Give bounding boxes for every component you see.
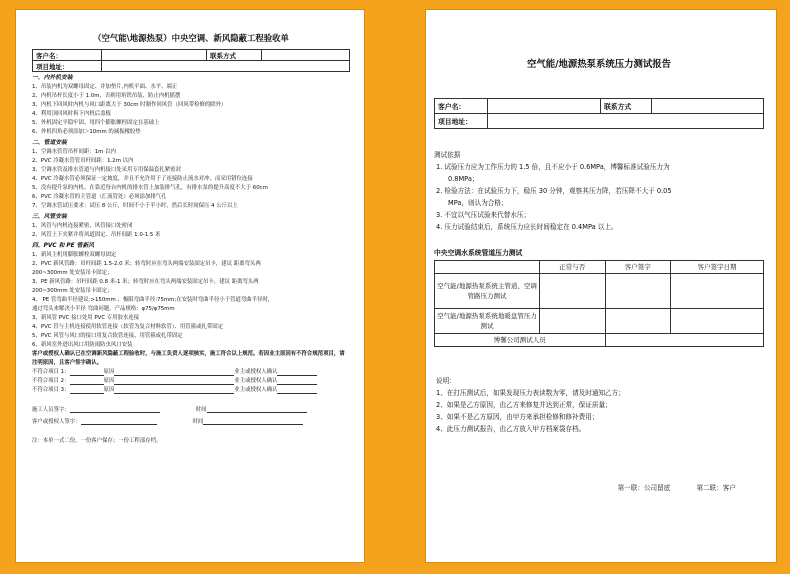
list-item: 7、空调水管试压要求：试压 8 公斤，时间不小于半小时，然后长时间保压 4 公斤以上 bbox=[32, 203, 238, 209]
note-item: 2、如果是乙方原因，由乙方来修复并达到正常，保证质量； bbox=[436, 401, 612, 409]
col-header: 客户签字 bbox=[605, 261, 671, 274]
tester-label: 博馨公司测试人员 bbox=[435, 334, 606, 347]
copy-label-company: 第一联：公司留底 bbox=[617, 484, 671, 492]
list-item: 2、PVC 新风管路：吊杆间距 1.5-2.0 米；转弯时应在弯头两端安装固定吊卡，建议 距离弯头两 bbox=[32, 261, 261, 267]
list-item: 1、风管与内机连接紧密、风管接口处密闭 bbox=[32, 223, 133, 229]
table-cell[interactable] bbox=[605, 274, 671, 309]
owner-confirm-field[interactable] bbox=[277, 386, 317, 394]
list-item: 5、外机固定平稳牢固、用四个膨胀螺栓固定在基础上 bbox=[32, 120, 160, 126]
noncompliance-label: 不符合项目 2： bbox=[32, 378, 70, 384]
list-item: 3、空调水管及排水管道与内机接口处采用专用保温套扎紧密封 bbox=[32, 167, 181, 173]
reason-field[interactable] bbox=[114, 386, 234, 394]
acceptance-form-page bbox=[16, 10, 364, 562]
noncompliance-field[interactable] bbox=[70, 377, 104, 385]
list-item: 4、PVC 管与主机连接使用软管连接（软管为复合材料软管）、用管箍或扎带固定 bbox=[32, 324, 224, 330]
time-field[interactable] bbox=[207, 405, 307, 413]
reason-label: 原因 bbox=[103, 387, 115, 393]
contact-field[interactable] bbox=[262, 50, 350, 61]
list-item: 1、吊装内机为双螺母固定、并加垫片,内机平面、水平、端正 bbox=[32, 84, 178, 90]
basis-item: 4. 压力试验结束后，系统压力应长时间稳定在 0.4MPa 以上。 bbox=[436, 223, 618, 231]
list-item: 2、内机吊杆长度小于 1.0m，否则用角铁吊装、防止内机摇摆 bbox=[32, 93, 181, 99]
pressure-test-report-page bbox=[426, 10, 776, 562]
list-item: 3、新风管 PVC 接口处用 PVC 专用胶水连接 bbox=[32, 315, 140, 321]
table-cell[interactable] bbox=[605, 309, 671, 334]
time-label: 时间 bbox=[195, 407, 207, 413]
copy-labels bbox=[594, 482, 736, 492]
section-heading: 一、内外机安装 bbox=[32, 75, 73, 81]
list-item: 3、内机下回风时内机与风口距离大于 30cm 时制作回风管（回风带检修的除外） bbox=[32, 102, 227, 108]
customer-signature-row bbox=[32, 417, 350, 427]
customer-signature-label: 客户或授权人签字： bbox=[32, 419, 81, 425]
col-header: 客户签字日期 bbox=[671, 261, 764, 274]
pressure-test-table bbox=[434, 260, 764, 347]
list-item: 200~300mm 处安装吊卡固定； bbox=[32, 288, 113, 294]
col-header: 正常与否 bbox=[540, 261, 606, 274]
list-item: 5、PVC 风管与风口的接口用复合软管连接、用管箍或扎带固定 bbox=[32, 333, 183, 339]
list-item: 200~300mm 处安装吊卡固定； bbox=[32, 270, 113, 276]
customer-field[interactable] bbox=[488, 99, 601, 114]
noncompliance-row bbox=[32, 386, 350, 395]
table-cell[interactable] bbox=[671, 309, 764, 334]
basis-item: 0.8MPa； bbox=[448, 175, 479, 183]
customer-signature-field[interactable] bbox=[81, 417, 157, 425]
owner-confirm-field[interactable] bbox=[277, 368, 317, 376]
section-heading: 三、风管安装 bbox=[32, 214, 67, 220]
owner-confirm-label: 业主或授权人确认 bbox=[234, 378, 278, 384]
time-label: 时间 bbox=[192, 419, 204, 425]
customer-label: 客户名： bbox=[33, 50, 102, 61]
test-basis-heading: 测试依据 bbox=[434, 151, 461, 159]
list-item: 4、 PE 管弯曲半径建议:>150mm 、极限弯曲半径:75mm;在安装时弯曲半径小于管道弯曲半径时, bbox=[32, 297, 270, 303]
address-field[interactable] bbox=[102, 61, 350, 72]
table-cell[interactable] bbox=[671, 274, 764, 309]
notes-heading: 说明： bbox=[436, 377, 456, 385]
customer-info-table bbox=[32, 49, 350, 72]
section-heading: 四、PVC 和 PE 管新风 bbox=[32, 243, 95, 249]
contact-label: 联系方式 bbox=[601, 99, 652, 114]
time-field[interactable] bbox=[203, 417, 303, 425]
contact-label: 联系方式 bbox=[207, 50, 262, 61]
installer-signature-row bbox=[32, 405, 350, 415]
basis-item: 2. 检验方法：在试验压力下，稳压 30 分钟，观察其压力降，若压降不大于 0.05 bbox=[436, 187, 672, 195]
basis-item: 3. 不宜以气压试验来代替水压； bbox=[436, 211, 531, 219]
basis-item: 1. 试验压力应为工作压力的 1.5 倍，且不应小于 0.6MPa，博馨标准试验压力为 bbox=[436, 163, 670, 171]
list-item: 4、PVC 冷凝水管必须保证一定坡度，并且不允许用于了连接防止流水对冲、而采用错位连接 bbox=[32, 176, 253, 182]
tester-field[interactable] bbox=[605, 334, 764, 347]
note-item: 3、如果不是乙方原因，由甲方来承担检修和修补费用； bbox=[436, 413, 599, 421]
noncompliance-label: 不符合项目 1： bbox=[32, 369, 70, 375]
customer-label: 客户名： bbox=[435, 99, 488, 114]
list-item: 4、利用顶回风时拆下内机后盖板 bbox=[32, 111, 111, 117]
list-item: 2、风管上下夹紧并将风道固定、吊杆间距 1.0-1.5 米 bbox=[32, 232, 161, 238]
address-label: 项目地址： bbox=[435, 114, 488, 129]
section-heading: 二、管道安装 bbox=[32, 140, 67, 146]
list-item: 1、空调水管管吊杆间距：1m 以内 bbox=[32, 149, 116, 155]
reason-label: 原因 bbox=[103, 378, 115, 384]
acceptance-form-title: （空气能\地源热泵）中央空调、新风隐蔽工程验收单 bbox=[93, 33, 289, 43]
reason-field[interactable] bbox=[114, 368, 234, 376]
footnote: 注：本单一式二份，一份客户保存；一份工程部存档。 bbox=[32, 438, 162, 444]
contact-field[interactable] bbox=[652, 99, 764, 114]
address-field[interactable] bbox=[488, 114, 764, 129]
note-item: 1、在打压测试后，如果发现压力表读数为零，请及时通知乙方； bbox=[436, 389, 625, 397]
list-item: 2、PVC 冷凝水管管吊杆间距：1.2m 以内 bbox=[32, 158, 134, 164]
basis-item: MPa，则认为合格； bbox=[448, 199, 508, 207]
address-label: 项目地址： bbox=[33, 61, 102, 72]
list-item: 1、新风主机用膨胀螺栓双螺母固定 bbox=[32, 252, 117, 258]
customer-confirmation-notice: 客户或授权人确认已在空调新风隐蔽工程验收时，与施工负责人逐项核实，施工符合以上规范。若因业主原因有不符合规范项目，请注明原因，且客户签字确认。 bbox=[32, 351, 345, 366]
noncompliance-row bbox=[32, 377, 350, 386]
owner-confirm-field[interactable] bbox=[277, 377, 317, 385]
reason-label: 原因 bbox=[103, 369, 115, 375]
installer-signature-field[interactable] bbox=[70, 405, 160, 413]
list-item: 6、新风室外进出风口用防雨防虫风口安装 bbox=[32, 342, 133, 348]
customer-field[interactable] bbox=[102, 50, 207, 61]
list-item: 5、没有提升泵的内机、在靠近每台内机的排水管上加装排气孔，有排水泵的提升高度不大于 60cm bbox=[32, 185, 268, 191]
owner-confirm-label: 业主或授权人确认 bbox=[234, 387, 278, 393]
row-label: 空气能/地源热泵系统地暖盘管压力测试 bbox=[435, 309, 540, 334]
list-item: 6、PVC 冷凝水管的主管道（汇流管处）必须添加排气孔 bbox=[32, 194, 167, 200]
noncompliance-row bbox=[32, 368, 350, 377]
reason-field[interactable] bbox=[114, 377, 234, 385]
copy-label-customer: 第二联：客户 bbox=[696, 484, 736, 492]
list-item: 3、PE 新风管路：吊杆间距 0.8 米-1 米；转弯时应在弯头两端安装固定吊卡，建议 距离弯头两 bbox=[32, 279, 259, 285]
note-item: 4、此压力测试报告，由乙方放入甲方档案袋存档。 bbox=[436, 425, 586, 433]
noncompliance-field[interactable] bbox=[70, 386, 104, 394]
installer-signature-label: 施工人员签字： bbox=[32, 407, 70, 413]
noncompliance-field[interactable] bbox=[70, 368, 104, 376]
list-item: 6、外机四角必须添加＞10mm 的减振橡胶垫 bbox=[32, 129, 141, 135]
table-cell[interactable] bbox=[540, 309, 606, 334]
report-title: 空气能/地源热泵系统压力测试报告 bbox=[526, 59, 672, 70]
list-item: 通过弯头来解决小半径 弯曲问题。产品规格：φ75/φ75mm bbox=[32, 306, 175, 312]
owner-confirm-label: 业主或授权人确认 bbox=[234, 369, 278, 375]
row-label: 空气能/地源热泵系统主管道、空调管路压力测试 bbox=[435, 274, 540, 309]
table-cell[interactable] bbox=[540, 274, 606, 309]
report-customer-table bbox=[434, 98, 764, 129]
noncompliance-label: 不符合项目 3： bbox=[32, 387, 70, 393]
pipe-test-heading: 中央空调水系统管道压力测试 bbox=[434, 249, 523, 257]
